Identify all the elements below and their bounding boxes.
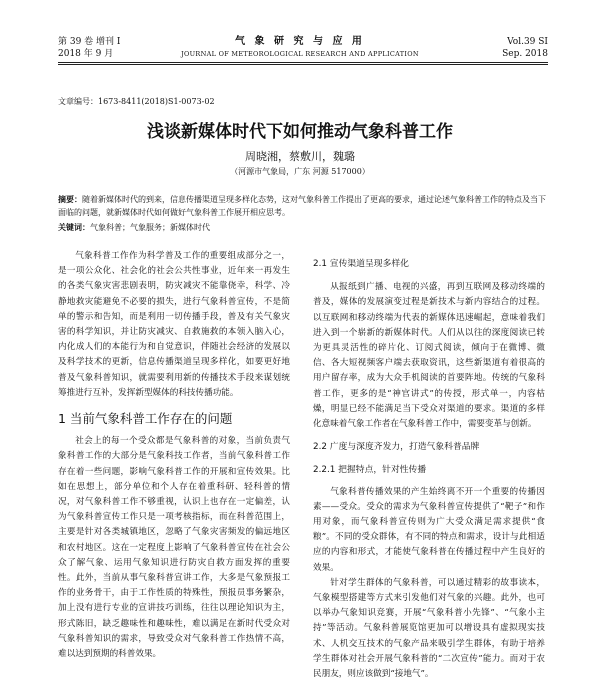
article-number: 文章编号：1673-8411(2018)S1-0073-02 xyxy=(58,97,215,106)
keywords-text: 气象科普；气象服务；新媒体时代 xyxy=(90,223,210,232)
affiliation: （河源市气象局，广东 河源 517000） xyxy=(230,167,370,176)
subsection-heading-2-1: 2.1 宣传渠道呈现多样化 xyxy=(313,259,409,269)
keywords xyxy=(58,222,210,233)
body-paragraph: 社会上的每一个受众都是气象科普的对象，当前负责气象科普工作的大部分是气象科技工作者，当前气象科普工作存在着一些问题，影响气象科普工作的开展和宣传效果。比如在思想上，部分单位和个人存在着重科研、轻科普的情况，对气象科普工作不够重视，认识上也存在一定偏差，认为气象科普宣传工作只是一项考核指标，而在科普范围上，主要是针对各类城镇地区，忽略了气象灾害频发的偏远地区和农村地区。这在一定程度上影响了气象科普宣传在社会公众了解气象、运用气象知识进行防灾自救方面发挥的重要性。此外，当前从事气象科普宣讲工作，大多是气象预报工作的业务骨干，由于工作性质的特殊性，预报员事务繁杂，加上没有进行专业的宣讲技巧训练，往往以理论知识为主，形式陈旧，缺乏趣味性和趣味性，难以满足在新时代受众对气象科普知识的需求，导致受众对气象科普工作热情不高，难以达到预期的科普效果。 xyxy=(58,436,290,660)
running-header-right xyxy=(502,36,548,60)
subsubsection-heading-2-2-1: 2.2.1 把握特点，针对性传播 xyxy=(313,465,427,476)
abstract xyxy=(58,193,548,219)
body-paragraph: 气象科普传播效果的产生始终离不开一个重要的传播因素——受众。受众的需求为气象科普宣传提供了“靶子”和作用对象，而气象科普宣传则为广大受众满足需求提供“食粮”。不同的受众群体，有不同的特点和需求，设计与此相适应的内容和形式，才能使气象科普在传播过程中产生良好的效果。 xyxy=(313,486,545,573)
keywords-label: 关键词： xyxy=(58,223,90,232)
journal-title-en: JOURNAL OF METEOROLOGICAL RESEARCH AND APPLICATION xyxy=(181,50,419,58)
right-column xyxy=(313,257,545,682)
issue-date: 2018 年 9 月 xyxy=(58,49,114,59)
body-paragraph: 气象科普工作作为科学普及工作的重要组成部分之一，是一项公众化、社会化的社会公共性事业，近年来一再发生的各类气象灾害悲剧表明，防灾减灾不能靠侥幸，科学、冷静地救灾能避免不必要的损失，进行气象科普宣传，不是简单的警示和告知，而是利用一切传播手段，普及有关气象灾害的科学知识，并让防灾减灾、自救施救的本领入脑入心，内化成人们的本能行为和自觉意识，伴随社会经济的发展以及科学技术的更新，信息传播渠道呈现多样化，如要更好地普及气象科普知识，就需要利用新的传播技术手段来谋划统筹推进行互补，发挥新型媒体的科技传播功能。 xyxy=(58,251,290,398)
header-rule-2 xyxy=(58,64,548,65)
header-rule xyxy=(58,62,548,63)
volume-label: 第 39 卷 增刊 I xyxy=(58,37,121,47)
paper-title: 浅谈新媒体时代下如何推动气象科普工作 xyxy=(147,122,453,142)
abstract-label: 摘要： xyxy=(58,195,82,204)
journal-title-cn: 气 象 研 究 与 应 用 xyxy=(235,36,365,47)
section-heading-1: 1 当前气象科普工作存在的问题 xyxy=(58,411,233,427)
body-paragraph: 针对学生群体的气象科普，可以通过精彩的故事读本，气象模型搭建等方式来引发他们对气象的兴趣。此外，也可以举办气象知识竞赛，开展“气象科普小先锋”、“气象小主持”等活动。气象科普展览馆更加可以增设具有虚拟现实技术、人机交互技术的气象产品来吸引学生群体，有助于培养学生群体对社会开展气象科普的“二次宣传”能力。而对于农民朋友，则应该做到“接地气”。 xyxy=(313,577,545,680)
running-header-left xyxy=(58,36,120,60)
volume-label-en: Vol.39 SI xyxy=(507,37,548,47)
subsection-heading-2-2: 2.2 广度与深度齐发力，打造气象科普品牌 xyxy=(313,442,480,453)
abstract-text: 随着新媒体时代的到来，信息传播渠道呈现多样化态势，这对气象科普工作提出了更高的要求，通过论述气象科普工作的特点及当下面临的问题，就新媒体时代如何做好气象科普工作展开相应思考。 xyxy=(58,195,546,217)
issue-date-en: Sep. 2018 xyxy=(502,49,548,59)
body-paragraph: 从报纸到广播、电视的兴盛，再到互联网及移动终端的普及，媒体的发展演变过程是新技术与新内容结合的过程。以互联网和移动终端为代表的新媒体迅速崛起，意味着我们进入到一个崭新的新媒体时代。人们从以往的深度阅读已转为更具灵活性的碎片化、订阅式阅读，倾向于在微博、微信、各大短视频客户端去获取资讯，这些新渠道有着很高的用户留存率，成为大众手机阅读的首要阵地。传统的气象科普工作，更多的是“神官讲式”的传授，形式单一，内容枯燥，明显已经不能满足当下受众对渠道的要求。渠道的多样化意味着气象工作者在气象科普工作中，需要变革与创新。 xyxy=(313,282,545,430)
author-list: 周晓湘，蔡敷川，魏璐 xyxy=(245,150,355,163)
left-column xyxy=(58,249,290,662)
running-header-center xyxy=(175,36,425,60)
